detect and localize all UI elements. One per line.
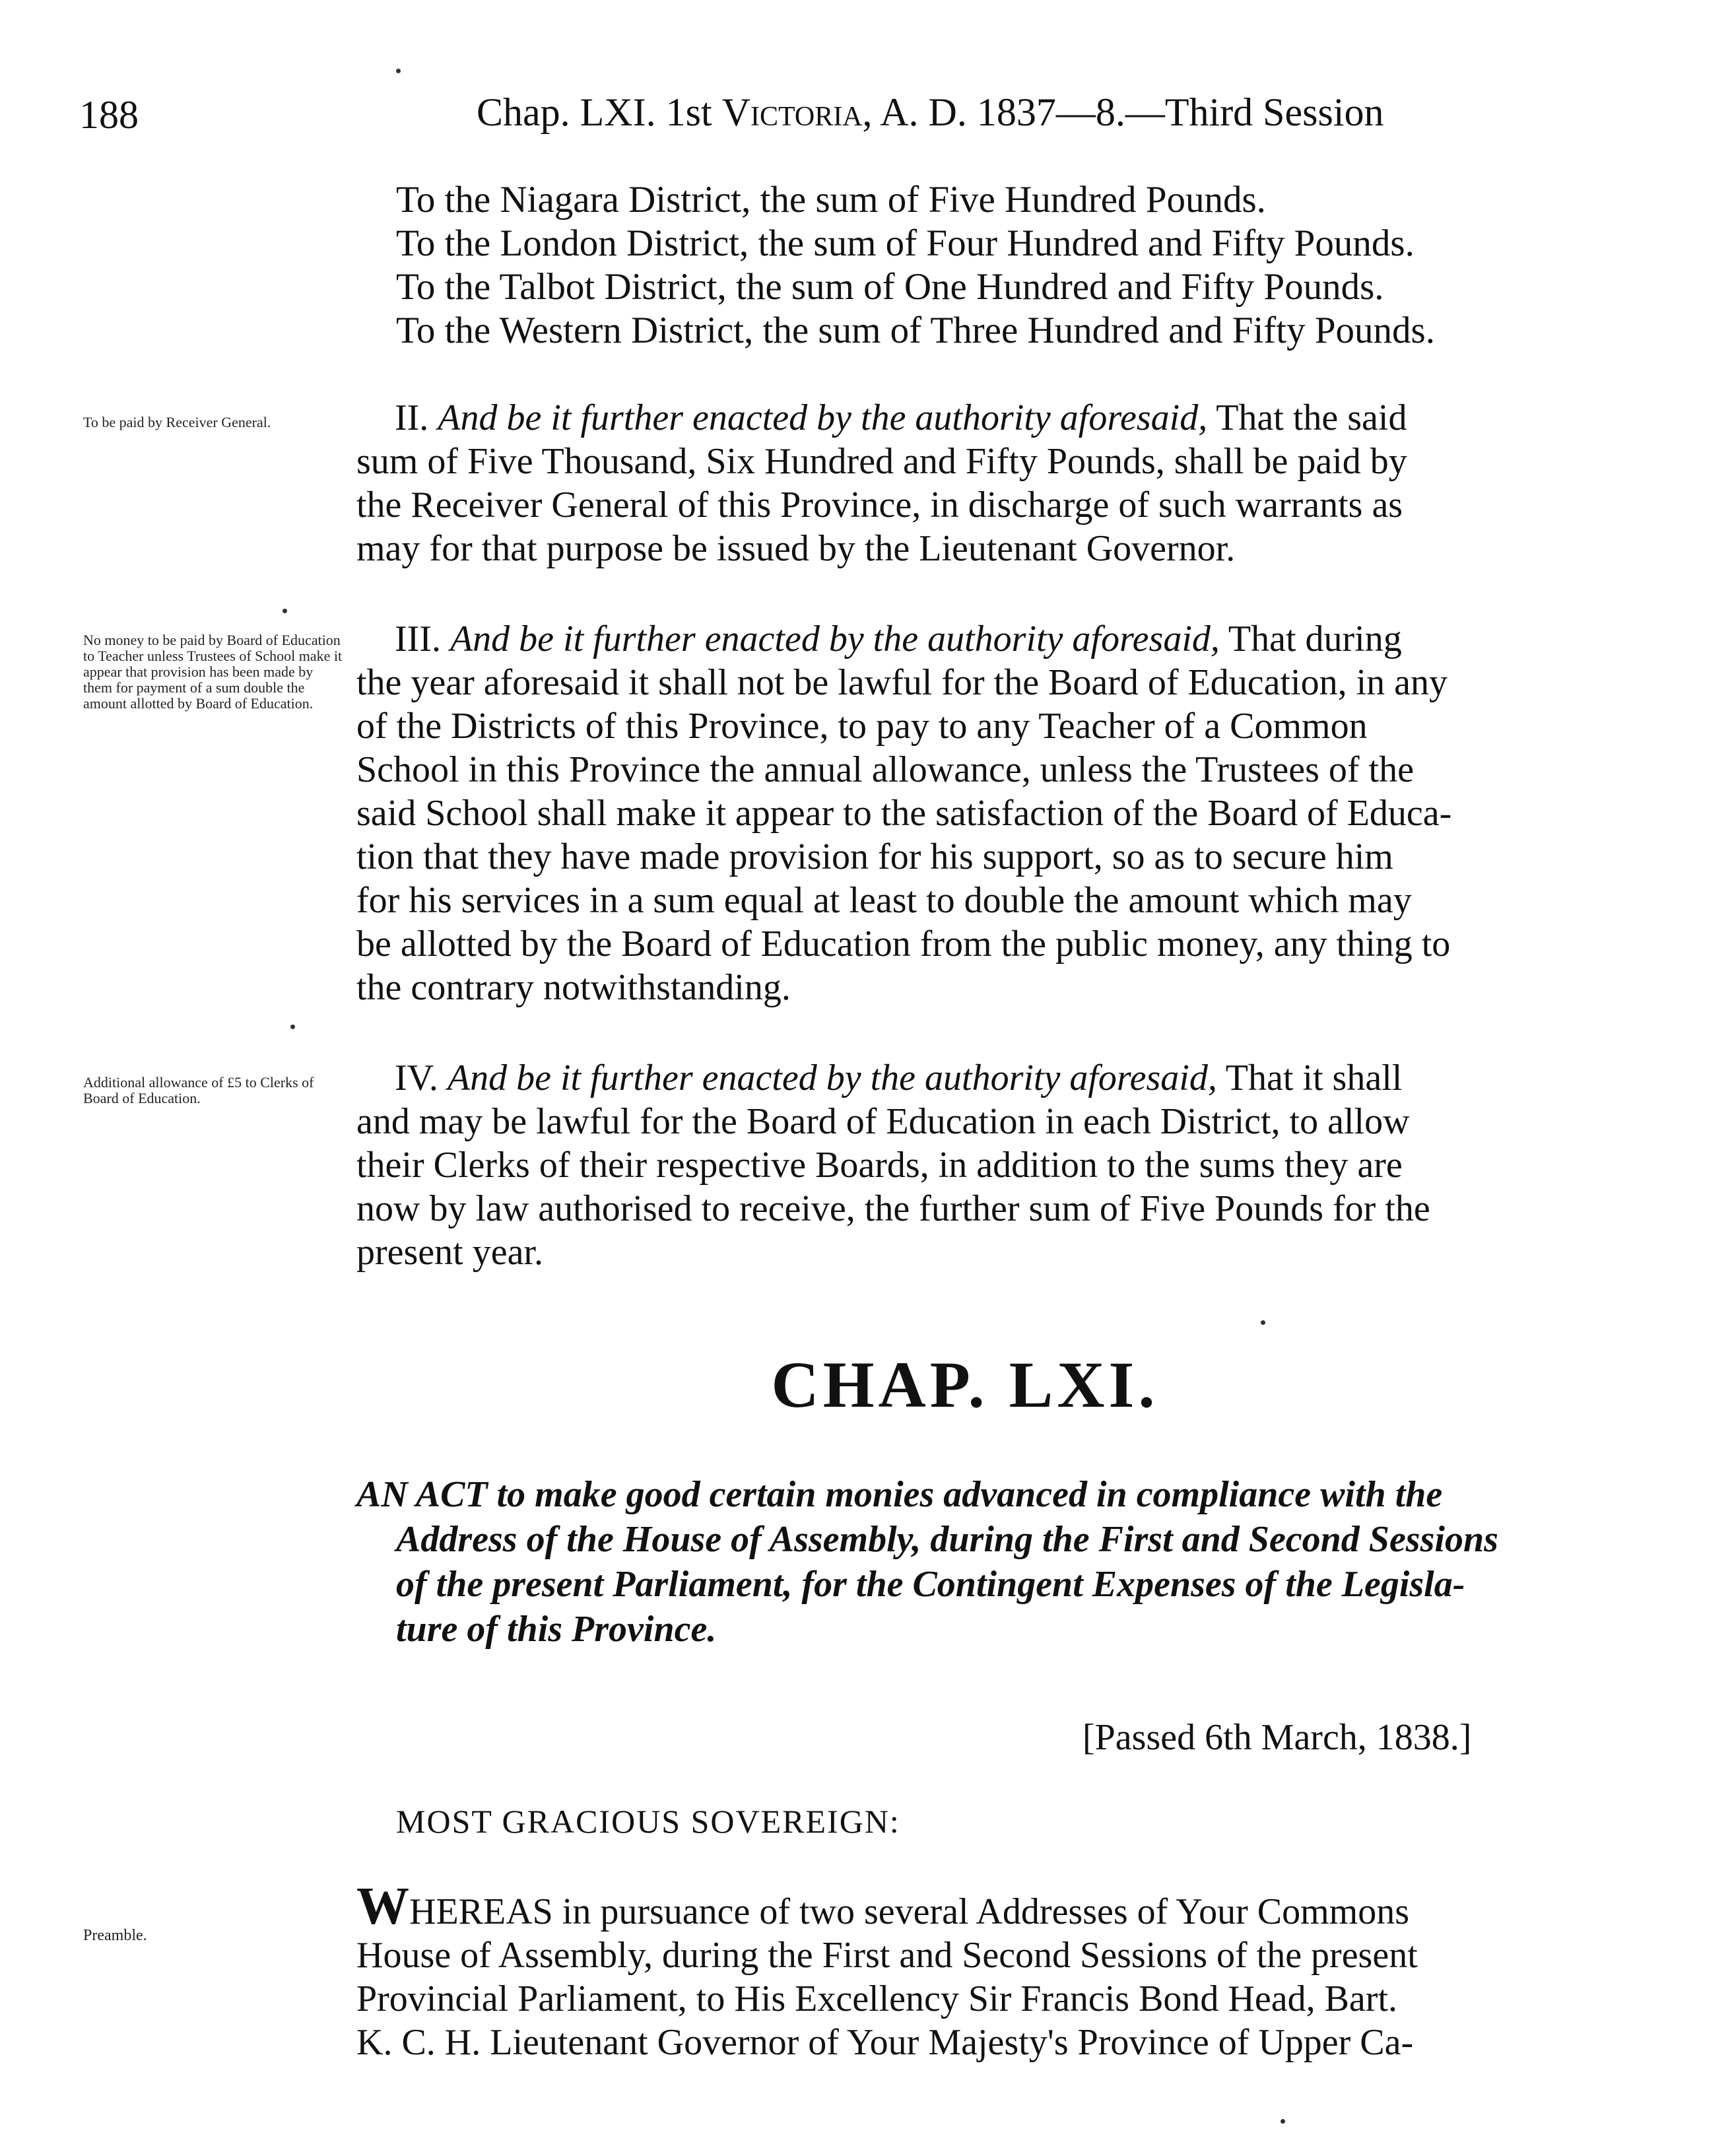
scan-speck: [290, 1025, 295, 1029]
section-3-first-line: [356, 617, 1653, 661]
chapter-heading: CHAP. LXI.: [771, 1348, 1159, 1421]
section-number: IV.: [395, 1058, 438, 1098]
section-2: [356, 396, 1653, 570]
section-text: may for that purpose be issued by the Lieutenant Governor.: [356, 528, 1236, 569]
section-4: [356, 1056, 1653, 1274]
section-text: School in this Province the annual allowance, unless the Trustees of the: [356, 749, 1414, 790]
district-line: To the Talbot District, the sum of One Hundred and Fifty Pounds.: [396, 266, 1384, 308]
enacting-clause: And be it further enacted by the authority aforesaid,: [450, 619, 1220, 659]
preamble-text: House of Assembly, during the First and Second Sessions of the present: [356, 1935, 1418, 1976]
preamble-text: in pursuance of two several Addresses of Your Commons: [552, 1891, 1409, 1932]
section-3: [356, 617, 1653, 1009]
section-text: their Clerks of their respective Boards, in addition to the sums they are: [356, 1145, 1403, 1186]
section-text: of the Districts of this Province, to pay to any Teacher of a Common: [356, 706, 1368, 747]
scan-speck: [396, 69, 401, 73]
section-text: the year aforesaid it shall not be lawful for the Board of Education, in any: [356, 662, 1448, 703]
section-text: now by law authorised to receive, the further sum of Five Pounds for the: [356, 1188, 1430, 1229]
preamble-text: K. C. H. Lieutenant Governor of Your Majesty's Province of Upper Ca-: [356, 2022, 1414, 2063]
margin-note-section-2: To be paid by Receiver General.: [83, 414, 271, 430]
preamble-text: Provincial Parliament, to His Excellency Sir Francis Bond Head, Bart.: [356, 1978, 1397, 2019]
salutation: MOST GRACIOUS SOVEREIGN:: [396, 1803, 900, 1840]
enacting-clause: And be it further enacted by the authority aforesaid,: [438, 397, 1208, 438]
district-line: To the London District, the sum of Four Hundred and Fifty Pounds.: [396, 222, 1415, 264]
section-text: the contrary notwithstanding.: [356, 967, 791, 1008]
act-title-line: AN ACT to make good certain monies advanced in compliance with the: [356, 1474, 1443, 1515]
district-line: To the Niagara District, the sum of Five Hundred Pounds.: [396, 179, 1266, 220]
section-text: present year.: [356, 1232, 543, 1273]
section-text: That it shall: [1216, 1058, 1403, 1098]
margin-note-preamble: Preamble.: [83, 1927, 147, 1944]
act-title-line: Address of the House of Assembly, during the First and Second Sessions: [396, 1519, 1498, 1560]
section-text: the Receiver General of this Province, in discharge of such warrants as: [356, 485, 1403, 525]
section-text: That the said: [1207, 397, 1407, 438]
scan-speck: [1261, 1320, 1265, 1325]
preamble: [356, 1877, 1653, 2064]
act-title-line: of the present Parliament, for the Contingent Expenses of the Legisla-: [396, 1564, 1465, 1605]
section-text: and may be lawful for the Board of Education in each District, to allow: [356, 1101, 1410, 1142]
page-number: 188: [79, 93, 139, 137]
margin-note-section-3: No money to be paid by Board of Education to Teacher unless Trustees of School make it appear that provision has been made by them for payment of a sum double the amount allotted by Board of Education.: [83, 632, 343, 712]
section-text: be allotted by the Board of Education from the public money, any thing to: [356, 924, 1451, 964]
scan-speck: [1281, 2119, 1285, 2124]
preamble-first-line: [356, 1877, 1653, 1936]
scan-speck: [283, 609, 287, 613]
running-head-prefix: Chap. LXI. 1st: [477, 90, 712, 134]
passed-date: [Passed 6th March, 1838.]: [1082, 1717, 1472, 1758]
section-text: said School shall make it appear to the satisfaction of the Board of Educa-: [356, 793, 1452, 834]
act-title-line: ture of this Province.: [396, 1609, 717, 1650]
district-allocations: [396, 178, 1650, 353]
running-head-suffix: , A. D. 1837—8.—Third Session: [862, 90, 1384, 134]
preamble-first-word: HEREAS: [409, 1891, 553, 1932]
section-number: III.: [395, 619, 441, 659]
drop-cap: W: [356, 1877, 409, 1936]
section-4-first-line: [356, 1056, 1653, 1100]
section-number: II.: [395, 397, 429, 438]
section-text: sum of Five Thousand, Six Hundred and Fifty Pounds, shall be paid by: [356, 441, 1407, 482]
running-head: [477, 90, 1384, 135]
margin-note-section-4: Additional allowance of £5 to Clerks of Board of Education.: [83, 1074, 314, 1106]
enacting-clause: And be it further enacted by the authority aforesaid,: [447, 1058, 1217, 1098]
section-text: tion that they have made provision for his support, so as to secure him: [356, 836, 1393, 877]
section-text: That during: [1219, 619, 1402, 659]
running-head-sovereign: Victoria: [721, 90, 863, 134]
district-line: To the Western District, the sum of Three Hundred and Fifty Pounds.: [396, 310, 1435, 351]
section-text: for his services in a sum equal at least to double the amount which may: [356, 880, 1412, 921]
section-2-first-line: [356, 396, 1653, 440]
act-title: [356, 1472, 1653, 1652]
